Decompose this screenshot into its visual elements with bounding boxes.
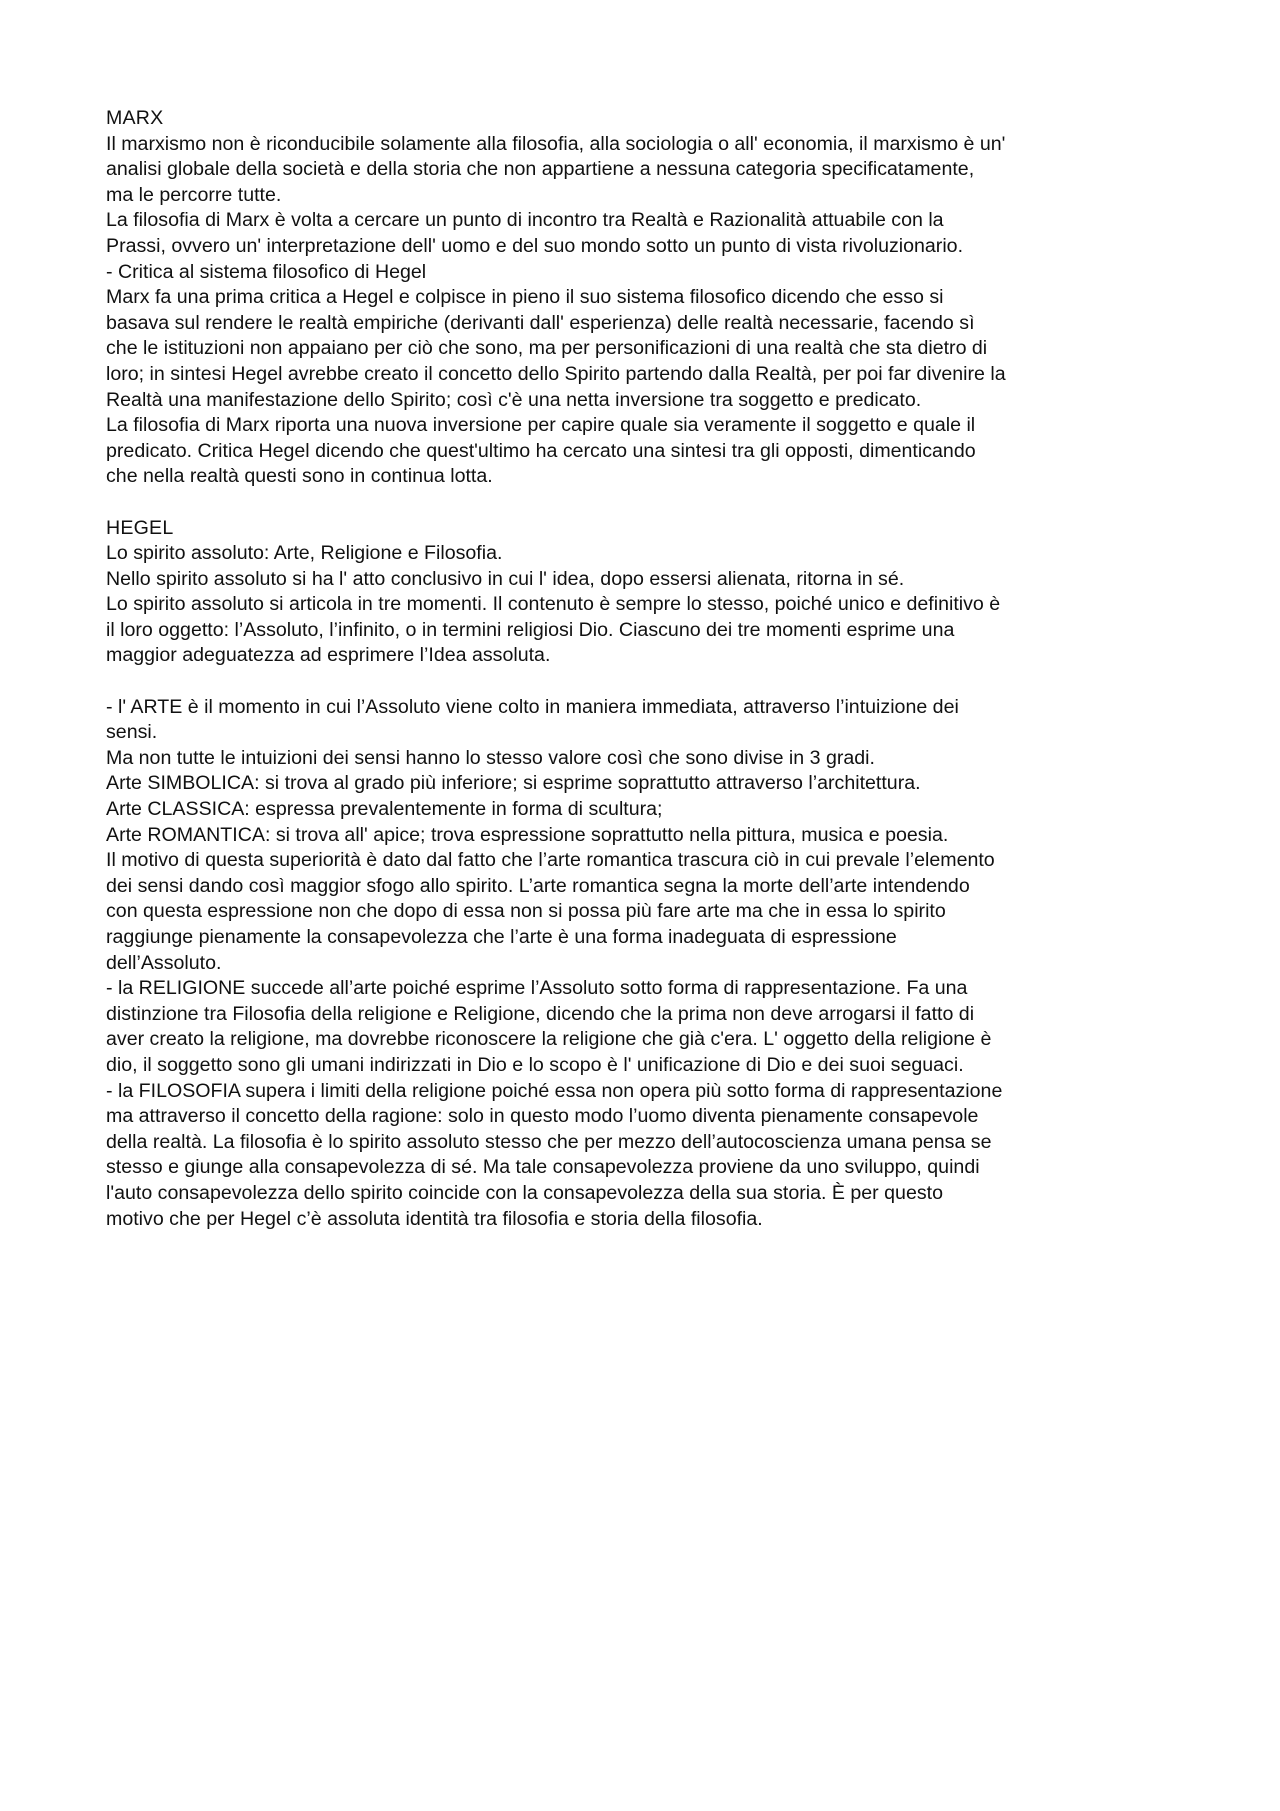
paragraph: Il marxismo non è riconducibile solamente alla filosofia, alla sociologia o all' economia, il marxismo è un' analisi globale della società e della storia che non appartiene a nessuna categoria specificatamente, ma le percorre tutte. [106,132,1006,206]
paragraph: Lo spirito assoluto: Arte, Religione e Filosofia. [106,542,503,565]
subheading-critica: - Critica al sistema filosofico di Hegel [106,260,427,283]
paragraph-arte-romantica: Arte ROMANTICA: si trova all' apice; trova espressione soprattutto nella pittura, musica e poesia. [106,823,949,846]
blank-line [106,669,1006,695]
section-heading-marx: MARX [106,107,164,129]
paragraph-arte-simbolica: Arte SIMBOLICA: si trova al grado più inferiore; si esprime soprattutto attraverso l’architettura. [106,772,921,795]
paragraph-arte-classica: Arte CLASSICA: espressa prevalentemente in forma di scultura; [106,798,663,821]
paragraph: La filosofia di Marx è volta a cercare un punto di incontro tra Realtà e Razionalità attuabile con la Prassi, ovvero un' interpretazione dell' uomo e del suo mondo sotto un punto di vista rivoluzionario. [106,209,964,257]
paragraph: Ma non tutte le intuizioni dei sensi hanno lo stesso valore così che sono divise in 3 gradi. [106,746,875,769]
paragraph-arte: - l' ARTE è il momento in cui l’Assoluto viene colto in maniera immediata, attraverso l’intuizione dei sensi. [106,695,959,744]
paragraph-filosofia: - la FILOSOFIA supera i limiti della religione poiché essa non opera più sotto forma di rappresentazione ma attraverso il concetto della ragione: solo in questo modo l’uomo diventa pienamente consapevole della realtà. La filosofia è lo spirito assoluto stesso che per mezzo dell’autocoscienza umana pensa se stesso e giunge alla consapevolezza di sé. Ma tale consapevolezza proviene da uno sviluppo, quindi l'auto consapevolezza dello spirito coincide con la consapevolezza della sua storia. È per questo motivo che per Hegel c’è assoluta identità tra filosofia e storia della filosofia. [106,1079,1003,1230]
paragraph: Nello spirito assoluto si ha l' atto conclusivo in cui l' idea, dopo essersi alienata, ritorna in sé. [106,567,905,590]
section-heading-hegel: HEGEL [106,516,174,539]
paragraph: Lo spirito assoluto si articola in tre momenti. Il contenuto è sempre lo stesso, poiché unico e definitivo è il loro oggetto: l’Assoluto, l’infinito, o in termini religiosi Dio. Ciascuno dei tre momenti esprime una maggior adeguatezza ad esprimere l’Idea assoluta. [106,593,1001,667]
paragraph: Il motivo di questa superiorità è dato dal fatto che l’arte romantica trascura ciò in cui prevale l’elemento dei sensi dando così maggior sfogo allo spirito. L’arte romantica segna la morte dell’arte intendendo con questa espressione non che dopo di essa non si possa più fare arte ma che in essa lo spirito raggiunge pienamente la consapevolezza che l’arte è una forma inadeguata di espressione dell’Assoluto. [106,849,995,974]
blank-line [106,490,1006,516]
paragraph: La filosofia di Marx riporta una nuova inversione per capire quale sia veramente il soggetto e quale il predicato. Critica Hegel dicendo che quest'ultimo ha cercato una sintesi tra gli opposti, dimenticando che nella realtà questi sono in continua lotta. [106,414,976,488]
document-page [106,106,1006,1232]
paragraph-religione: - la RELIGIONE succede all’arte poiché esprime l’Assoluto sotto forma di rappresentazione. Fa una distinzione tra Filosofia della religione e Religione, dicendo che la prima non deve arrogarsi il fatto di aver creato la religione, ma dovrebbe riconoscere la religione che già c'era. L' oggetto della religione è dio, il soggetto sono gli umani indirizzati in Dio e lo scopo è l' unificazione di Dio e dei suoi seguaci. [106,977,992,1076]
paragraph: Marx fa una prima critica a Hegel e colpisce in pieno il suo sistema filosofico dicendo che esso si basava sul rendere le realtà empiriche (derivanti dall' esperienza) delle realtà necessarie, facendo sì che le istituzioni non appaiano per ciò che sono, ma per personificazioni di una realtà che sta dietro di loro; in sintesi Hegel avrebbe creato il concetto dello Spirito partendo dalla Realtà, per poi far divenire la Realtà una manifestazione dello Spirito; così c'è una netta inversione tra soggetto e predicato. [106,286,1006,411]
